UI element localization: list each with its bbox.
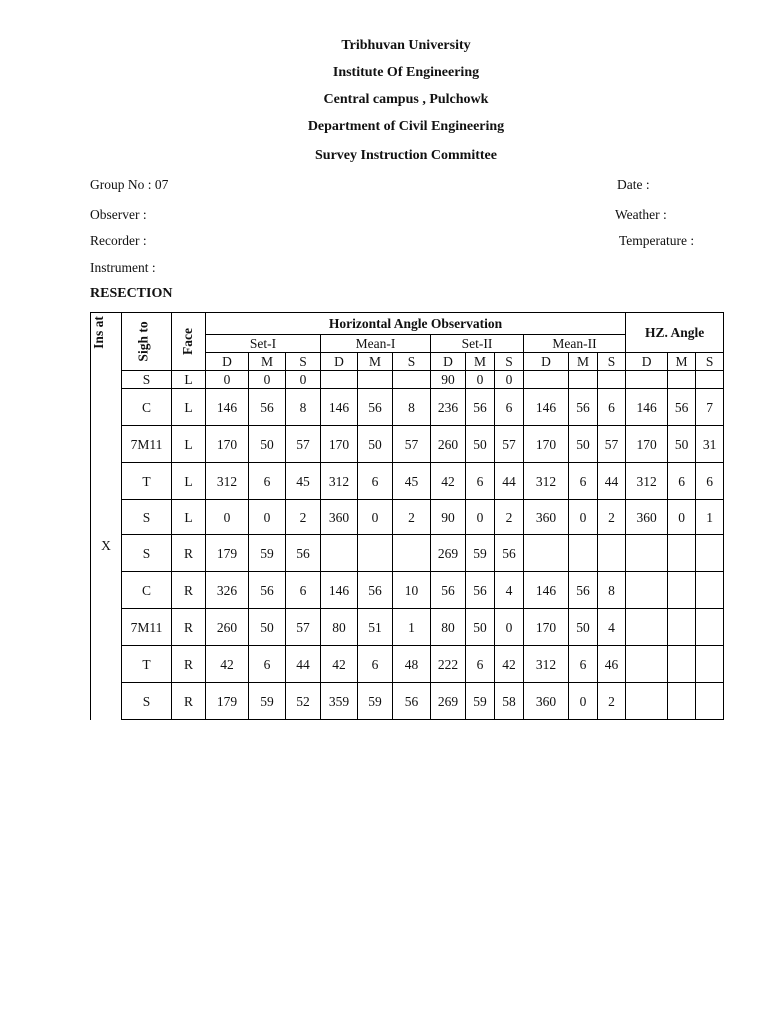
table-row bbox=[91, 463, 724, 500]
value-cell: 359 bbox=[321, 683, 358, 720]
value-cell: 59 bbox=[466, 683, 495, 720]
value-cell: 260 bbox=[206, 609, 249, 646]
unit-header-s: S bbox=[286, 353, 321, 371]
value-cell bbox=[524, 535, 569, 572]
value-cell: 80 bbox=[321, 609, 358, 646]
value-cell: 6 bbox=[466, 463, 495, 500]
value-cell: 179 bbox=[206, 535, 249, 572]
value-cell: 170 bbox=[524, 426, 569, 463]
value-cell: 56 bbox=[668, 389, 696, 426]
value-cell bbox=[696, 371, 724, 389]
unit-header-m: M bbox=[466, 353, 495, 371]
value-cell: 0 bbox=[206, 371, 249, 389]
value-cell: 10 bbox=[393, 572, 431, 609]
section-title: RESECTION bbox=[90, 286, 173, 301]
value-cell bbox=[696, 683, 724, 720]
face-cell: R bbox=[172, 535, 206, 572]
face-cell: R bbox=[172, 609, 206, 646]
value-cell: 326 bbox=[206, 572, 249, 609]
value-cell: 46 bbox=[598, 646, 626, 683]
face-cell: R bbox=[172, 646, 206, 683]
value-cell bbox=[569, 371, 598, 389]
value-cell: 56 bbox=[569, 572, 598, 609]
sight-cell: C bbox=[122, 389, 172, 426]
value-cell: 56 bbox=[569, 389, 598, 426]
value-cell: 260 bbox=[431, 426, 466, 463]
mean1-header: Mean-I bbox=[321, 335, 431, 353]
value-cell bbox=[668, 572, 696, 609]
table-row bbox=[91, 609, 724, 646]
department-name: Department of Civil Engineering bbox=[307, 119, 505, 134]
unit-header-s: S bbox=[495, 353, 524, 371]
value-cell: 42 bbox=[206, 646, 249, 683]
value-cell bbox=[358, 535, 393, 572]
value-cell: 146 bbox=[524, 389, 569, 426]
value-cell bbox=[668, 371, 696, 389]
value-cell bbox=[524, 371, 569, 389]
sight-cell: 7M11 bbox=[122, 426, 172, 463]
value-cell: 0 bbox=[286, 371, 321, 389]
sight-cell: T bbox=[122, 463, 172, 500]
value-cell bbox=[696, 646, 724, 683]
value-cell: 44 bbox=[495, 463, 524, 500]
value-cell: 80 bbox=[431, 609, 466, 646]
unit-header-m: M bbox=[358, 353, 393, 371]
value-cell: 6 bbox=[495, 389, 524, 426]
committee-name: Survey Instruction Committee bbox=[315, 148, 497, 163]
value-cell: 59 bbox=[358, 683, 393, 720]
value-cell: 8 bbox=[598, 572, 626, 609]
value-cell: 0 bbox=[206, 500, 249, 535]
value-cell: 0 bbox=[466, 371, 495, 389]
value-cell: 0 bbox=[569, 500, 598, 535]
value-cell: 312 bbox=[524, 646, 569, 683]
table-row bbox=[91, 572, 724, 609]
station-cell: X bbox=[91, 371, 122, 720]
value-cell: 56 bbox=[431, 572, 466, 609]
value-cell: 50 bbox=[249, 609, 286, 646]
header-row-1 bbox=[91, 313, 724, 335]
unit-header-m: M bbox=[668, 353, 696, 371]
value-cell bbox=[626, 646, 668, 683]
value-cell: 6 bbox=[696, 463, 724, 500]
temperature-label: Temperature : bbox=[619, 233, 695, 248]
table-row bbox=[91, 389, 724, 426]
value-cell: 4 bbox=[598, 609, 626, 646]
value-cell bbox=[696, 572, 724, 609]
value-cell: 52 bbox=[286, 683, 321, 720]
value-cell: 44 bbox=[286, 646, 321, 683]
value-cell bbox=[321, 535, 358, 572]
value-cell: 50 bbox=[466, 426, 495, 463]
face-cell: R bbox=[172, 683, 206, 720]
value-cell: 57 bbox=[286, 426, 321, 463]
face-cell: L bbox=[172, 371, 206, 389]
sight-cell: S bbox=[122, 500, 172, 535]
observer-label: Observer : bbox=[90, 207, 147, 222]
unit-header-d: D bbox=[321, 353, 358, 371]
value-cell: 360 bbox=[524, 683, 569, 720]
value-cell bbox=[321, 371, 358, 389]
value-cell bbox=[358, 371, 393, 389]
value-cell: 44 bbox=[598, 463, 626, 500]
face-cell: R bbox=[172, 572, 206, 609]
table-row bbox=[91, 371, 724, 389]
value-cell: 146 bbox=[626, 389, 668, 426]
value-cell: 59 bbox=[466, 535, 495, 572]
value-cell: 50 bbox=[569, 609, 598, 646]
ins-at-label: Ins at bbox=[90, 316, 106, 349]
value-cell: 56 bbox=[495, 535, 524, 572]
value-cell: 6 bbox=[358, 463, 393, 500]
value-cell: 59 bbox=[249, 683, 286, 720]
sight-cell: S bbox=[122, 535, 172, 572]
unit-header-d: D bbox=[524, 353, 569, 371]
recorder-label: Recorder : bbox=[90, 233, 147, 248]
table-body bbox=[91, 313, 724, 720]
value-cell: 222 bbox=[431, 646, 466, 683]
value-cell: 90 bbox=[431, 500, 466, 535]
value-cell: 42 bbox=[431, 463, 466, 500]
value-cell bbox=[668, 646, 696, 683]
value-cell: 312 bbox=[524, 463, 569, 500]
value-cell: 0 bbox=[495, 609, 524, 646]
value-cell: 170 bbox=[626, 426, 668, 463]
value-cell: 6 bbox=[358, 646, 393, 683]
unit-header-d: D bbox=[626, 353, 668, 371]
mean2-header: Mean-II bbox=[524, 335, 626, 353]
value-cell: 146 bbox=[321, 389, 358, 426]
value-cell: 42 bbox=[495, 646, 524, 683]
value-cell: 57 bbox=[286, 609, 321, 646]
unit-header-d: D bbox=[206, 353, 249, 371]
value-cell: 0 bbox=[569, 683, 598, 720]
sight-cell: S bbox=[122, 683, 172, 720]
value-cell bbox=[569, 535, 598, 572]
value-cell: 50 bbox=[569, 426, 598, 463]
value-cell: 0 bbox=[249, 371, 286, 389]
hz-angle-header: HZ. Angle bbox=[626, 313, 724, 353]
value-cell: 1 bbox=[393, 609, 431, 646]
instrument-label: Instrument : bbox=[90, 260, 156, 275]
value-cell: 2 bbox=[393, 500, 431, 535]
value-cell: 1 bbox=[696, 500, 724, 535]
table-row bbox=[91, 683, 724, 720]
hao-header: Horizontal Angle Observation bbox=[206, 313, 626, 335]
value-cell: 50 bbox=[668, 426, 696, 463]
value-cell: 312 bbox=[626, 463, 668, 500]
value-cell: 56 bbox=[466, 572, 495, 609]
value-cell: 146 bbox=[206, 389, 249, 426]
value-cell bbox=[696, 535, 724, 572]
value-cell: 57 bbox=[393, 426, 431, 463]
table-row bbox=[91, 426, 724, 463]
value-cell: 170 bbox=[524, 609, 569, 646]
value-cell: 6 bbox=[286, 572, 321, 609]
set2-header: Set-II bbox=[431, 335, 524, 353]
sight-cell: S bbox=[122, 371, 172, 389]
value-cell: 56 bbox=[249, 389, 286, 426]
group-no: Group No : 07 bbox=[90, 177, 169, 192]
value-cell: 236 bbox=[431, 389, 466, 426]
unit-header-s: S bbox=[598, 353, 626, 371]
sigh-to-label: Sigh to bbox=[135, 320, 151, 362]
value-cell: 6 bbox=[249, 463, 286, 500]
value-cell: 56 bbox=[286, 535, 321, 572]
value-cell: 50 bbox=[249, 426, 286, 463]
value-cell: 6 bbox=[249, 646, 286, 683]
unit-header-d: D bbox=[431, 353, 466, 371]
value-cell: 6 bbox=[466, 646, 495, 683]
value-cell: 312 bbox=[206, 463, 249, 500]
value-cell bbox=[668, 535, 696, 572]
institute-name: Institute Of Engineering bbox=[332, 65, 480, 80]
value-cell bbox=[626, 683, 668, 720]
value-cell bbox=[668, 683, 696, 720]
unit-header-s: S bbox=[393, 353, 431, 371]
value-cell: 170 bbox=[206, 426, 249, 463]
value-cell: 6 bbox=[668, 463, 696, 500]
value-cell: 0 bbox=[495, 371, 524, 389]
campus-name: Central campus , Pulchowk bbox=[323, 92, 489, 107]
sight-cell: 7M11 bbox=[122, 609, 172, 646]
value-cell: 42 bbox=[321, 646, 358, 683]
value-cell: 179 bbox=[206, 683, 249, 720]
value-cell: 6 bbox=[569, 646, 598, 683]
value-cell: 360 bbox=[524, 500, 569, 535]
date-label: Date : bbox=[617, 177, 650, 192]
face-cell: L bbox=[172, 389, 206, 426]
value-cell bbox=[626, 609, 668, 646]
value-cell: 58 bbox=[495, 683, 524, 720]
value-cell: 6 bbox=[598, 389, 626, 426]
value-cell: 50 bbox=[358, 426, 393, 463]
unit-header-m: M bbox=[249, 353, 286, 371]
observation-table bbox=[90, 312, 724, 720]
unit-header-s: S bbox=[696, 353, 724, 371]
value-cell: 360 bbox=[626, 500, 668, 535]
value-cell: 269 bbox=[431, 683, 466, 720]
value-cell: 48 bbox=[393, 646, 431, 683]
value-cell bbox=[598, 371, 626, 389]
unit-header-m: M bbox=[569, 353, 598, 371]
value-cell: 8 bbox=[393, 389, 431, 426]
value-cell: 0 bbox=[668, 500, 696, 535]
value-cell: 56 bbox=[393, 683, 431, 720]
value-cell: 146 bbox=[321, 572, 358, 609]
face-cell: L bbox=[172, 426, 206, 463]
value-cell: 56 bbox=[358, 572, 393, 609]
value-cell: 0 bbox=[249, 500, 286, 535]
table-row bbox=[91, 535, 724, 572]
university-name: Tribhuvan University bbox=[341, 38, 471, 53]
value-cell: 56 bbox=[358, 389, 393, 426]
value-cell: 57 bbox=[598, 426, 626, 463]
face-header bbox=[172, 313, 206, 371]
value-cell: 170 bbox=[321, 426, 358, 463]
sight-cell: T bbox=[122, 646, 172, 683]
value-cell bbox=[393, 535, 431, 572]
value-cell: 45 bbox=[286, 463, 321, 500]
sigh-to-header bbox=[122, 313, 172, 371]
value-cell: 7 bbox=[696, 389, 724, 426]
value-cell: 51 bbox=[358, 609, 393, 646]
face-cell: L bbox=[172, 500, 206, 535]
weather-label: Weather : bbox=[615, 207, 667, 222]
sight-cell: C bbox=[122, 572, 172, 609]
table-row bbox=[91, 646, 724, 683]
set1-header: Set-I bbox=[206, 335, 321, 353]
value-cell: 56 bbox=[466, 389, 495, 426]
value-cell: 2 bbox=[598, 683, 626, 720]
value-cell: 0 bbox=[358, 500, 393, 535]
value-cell bbox=[696, 609, 724, 646]
value-cell bbox=[626, 535, 668, 572]
value-cell: 146 bbox=[524, 572, 569, 609]
value-cell bbox=[626, 572, 668, 609]
value-cell: 4 bbox=[495, 572, 524, 609]
value-cell: 57 bbox=[495, 426, 524, 463]
value-cell: 360 bbox=[321, 500, 358, 535]
value-cell: 50 bbox=[466, 609, 495, 646]
table-row bbox=[91, 500, 724, 535]
value-cell: 56 bbox=[249, 572, 286, 609]
value-cell: 269 bbox=[431, 535, 466, 572]
value-cell: 2 bbox=[495, 500, 524, 535]
value-cell: 0 bbox=[466, 500, 495, 535]
value-cell: 8 bbox=[286, 389, 321, 426]
face-label: Face bbox=[179, 327, 195, 355]
value-cell bbox=[626, 371, 668, 389]
value-cell bbox=[598, 535, 626, 572]
face-cell: L bbox=[172, 463, 206, 500]
value-cell: 31 bbox=[696, 426, 724, 463]
value-cell: 2 bbox=[598, 500, 626, 535]
value-cell: 312 bbox=[321, 463, 358, 500]
value-cell: 45 bbox=[393, 463, 431, 500]
value-cell bbox=[393, 371, 431, 389]
value-cell: 6 bbox=[569, 463, 598, 500]
value-cell: 90 bbox=[431, 371, 466, 389]
value-cell: 59 bbox=[249, 535, 286, 572]
value-cell: 2 bbox=[286, 500, 321, 535]
value-cell bbox=[668, 609, 696, 646]
ins-at-header bbox=[91, 313, 122, 371]
